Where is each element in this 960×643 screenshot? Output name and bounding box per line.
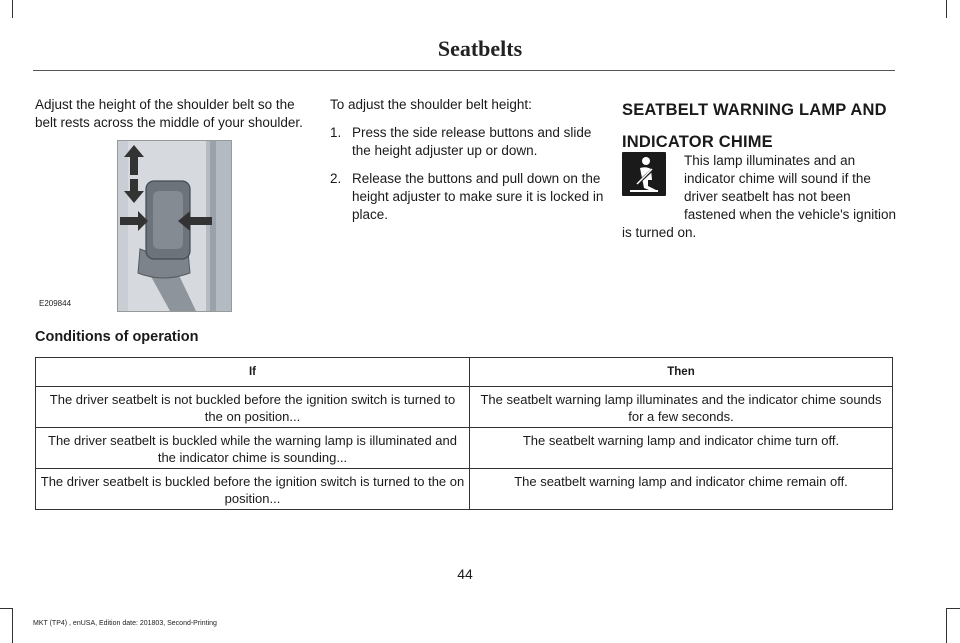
- step-number: 1.: [330, 125, 342, 140]
- step-text: Release the buttons and pull down on the height adjuster to make sure it is locked in place.: [352, 171, 604, 222]
- crop-mark: [947, 608, 960, 609]
- crop-mark: [946, 0, 947, 18]
- belt-adjuster-drawing: [118, 141, 231, 311]
- header-divider: [33, 70, 895, 71]
- table-cell: The seatbelt warning lamp and indicator chime remain off.: [470, 469, 893, 510]
- table-cell: The seatbelt warning lamp and indicator chime turn off.: [470, 428, 893, 469]
- crop-mark: [12, 608, 13, 643]
- column-header-if: If: [36, 358, 470, 387]
- table-header-row: [36, 358, 893, 387]
- table-cell: The seatbelt warning lamp illuminates and the indicator chime sounds for a few seconds.: [470, 387, 893, 428]
- shoulder-belt-adjuster-illustration: [117, 140, 232, 312]
- table-cell: The driver seatbelt is buckled before the ignition switch is turned to the on position...: [36, 469, 470, 510]
- list-item: [330, 170, 606, 224]
- step-list: [330, 124, 606, 224]
- conditions-title: Conditions of operation: [35, 329, 199, 345]
- figure-code: E209844: [39, 299, 72, 308]
- step-number: 2.: [330, 171, 342, 186]
- shoulder-belt-paragraph: Adjust the height of the shoulder belt so the belt rests across the middle of your shoulder.: [35, 97, 303, 130]
- table-row: [36, 428, 893, 469]
- column-header-then: Then: [470, 358, 893, 387]
- warning-lamp-text: This lamp illuminates and an indicator chime will sound if the driver seatbelt has not been fastened when the vehicle's ignition is turned on.: [622, 153, 896, 240]
- seatbelt-warning-glyph: [622, 152, 666, 196]
- step-text: Press the side release buttons and slide the height adjuster up or down.: [352, 125, 592, 158]
- conditions-table: [35, 357, 893, 510]
- crop-mark: [0, 608, 12, 609]
- page-title: Seatbelts: [437, 36, 523, 61]
- crop-mark: [946, 608, 947, 643]
- table-row: [36, 469, 893, 510]
- section-heading-line: SEATBELT WARNING LAMP AND: [622, 101, 887, 119]
- page-number: 44: [457, 566, 473, 582]
- crop-mark: [12, 0, 13, 18]
- section-heading-line: INDICATOR CHIME: [622, 133, 773, 151]
- list-item: [330, 124, 606, 160]
- table-row: [36, 387, 893, 428]
- section-heading: [622, 97, 902, 155]
- seatbelt-warning-icon: [622, 152, 666, 196]
- instructions-intro: To adjust the shoulder belt height:: [330, 97, 532, 112]
- height-adjust-instructions: [330, 96, 606, 224]
- table-cell: The driver seatbelt is buckled while the warning lamp is illuminated and the indicator chime is sounding...: [36, 428, 470, 469]
- footer-edition-info: MKT (TP4) , enUSA, Edition date: 201803, Second-Printing: [33, 620, 217, 627]
- table-cell: The driver seatbelt is not buckled before the ignition switch is turned to the on position...: [36, 387, 470, 428]
